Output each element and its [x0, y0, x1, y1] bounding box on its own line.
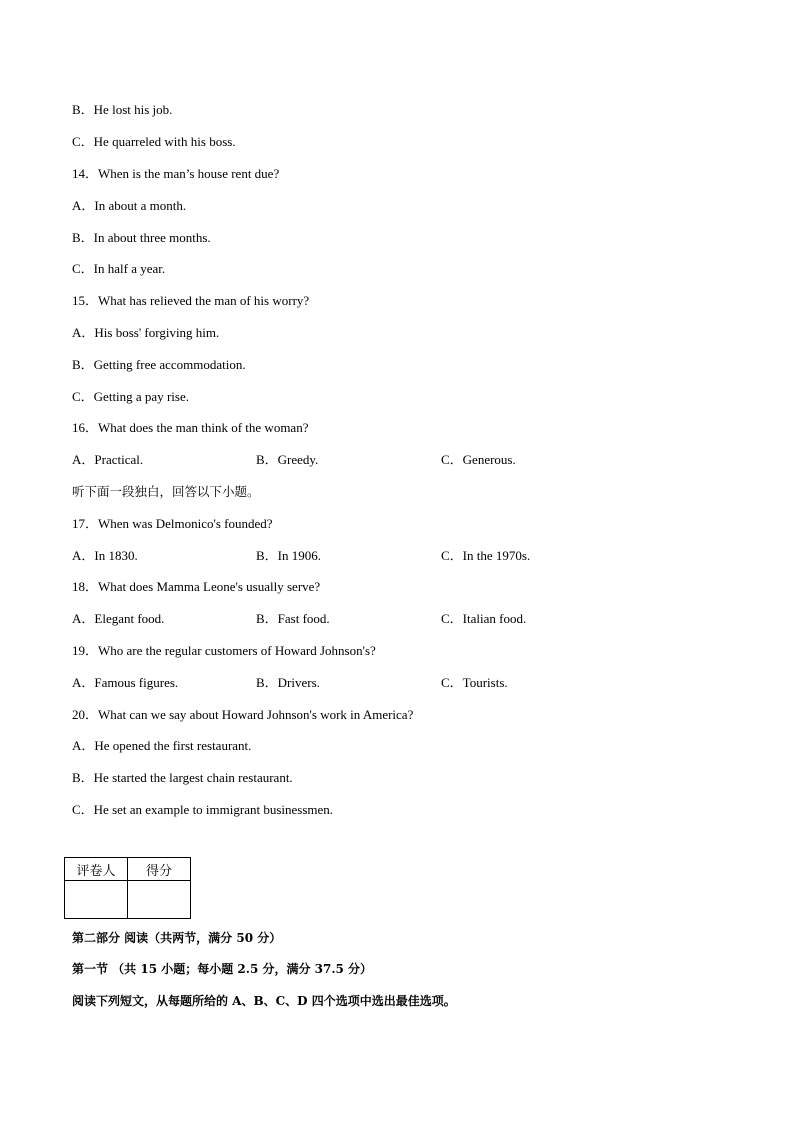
option-18c: C．Italian food. [441, 611, 527, 626]
question-14: 14．When is the man’s house rent due? [72, 166, 280, 181]
line-14a: A．In about a month. [72, 198, 187, 213]
subsection-title: 第一节 （共 15 小题；每小题 2.5 分，满分 37.5 分） [72, 962, 373, 976]
monologue-instruction: 听下面一段独白，回答以下小题。 [72, 484, 260, 499]
score-table [64, 857, 191, 919]
option-16a: A．Practical. [72, 452, 144, 467]
score-cell [128, 881, 191, 919]
question-17: 17．When was Delmonico's founded? [72, 516, 273, 531]
option-18b: B．Fast food. [256, 611, 330, 626]
score-header: 得分 [128, 858, 191, 881]
option-17a: A．In 1830. [72, 548, 138, 563]
line-14b: B．In about three months. [72, 230, 211, 245]
question-15: 15．What has relieved the man of his worry? [72, 293, 310, 308]
option-16c: C．Generous. [441, 452, 516, 467]
option-16b: B．Greedy. [256, 452, 319, 467]
line-13c: C．He quarreled with his boss. [72, 134, 236, 149]
question-18: 18．What does Mamma Leone's usually serve? [72, 579, 321, 594]
line-15c: C．Getting a pay rise. [72, 389, 189, 404]
line-20a: A．He opened the first restaurant. [72, 738, 252, 753]
line-13b: B．He lost his job. [72, 102, 173, 117]
line-20b: B．He started the largest chain restaurant. [72, 770, 293, 785]
question-19: 19．Who are the regular customers of Howard Johnson's? [72, 643, 376, 658]
grader-header: 评卷人 [65, 858, 128, 881]
line-15a: A．His boss' forgiving him. [72, 325, 220, 340]
line-15b: B．Getting free accommodation. [72, 357, 246, 372]
option-19c: C．Tourists. [441, 675, 508, 690]
line-14c: C．In half a year. [72, 261, 166, 276]
part-title: 第二部分 阅读（共两节，满分 50 分） [72, 931, 282, 945]
line-20c: C．He set an example to immigrant businessmen. [72, 802, 334, 817]
option-18a: A．Elegant food. [72, 611, 165, 626]
option-17c: C．In the 1970s. [441, 548, 531, 563]
option-19a: A．Famous figures. [72, 675, 179, 690]
question-16: 16．What does the man think of the woman? [72, 420, 309, 435]
reading-instruction: 阅读下列短文，从每题所给的 A、B、C、D 四个选项中选出最佳选项。 [72, 994, 456, 1008]
question-20: 20．What can we say about Howard Johnson's work in America? [72, 707, 414, 722]
option-19b: B．Drivers. [256, 675, 320, 690]
option-17b: B．In 1906. [256, 548, 322, 563]
grader-cell [65, 881, 128, 919]
